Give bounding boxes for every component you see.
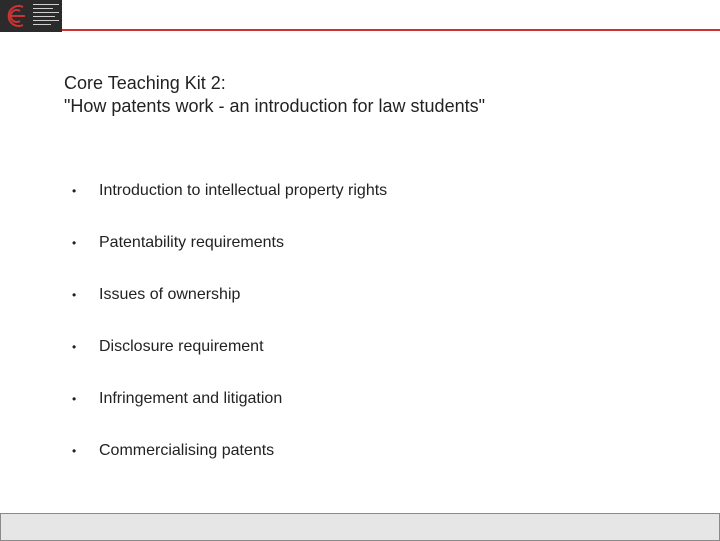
list-item-text: Commercialising patents xyxy=(99,442,275,459)
list-item-text: Introduction to intellectual property rights xyxy=(99,182,388,199)
bullet-icon: • xyxy=(72,288,77,302)
bullet-icon: • xyxy=(72,184,77,198)
list-item xyxy=(72,284,387,336)
list-item-text: Issues of ownership xyxy=(99,286,241,303)
epo-logo-icon xyxy=(3,3,27,29)
bullet-icon: • xyxy=(72,340,77,354)
bullet-icon: • xyxy=(72,236,77,250)
epo-logo xyxy=(0,0,62,32)
list-item xyxy=(72,440,387,492)
logo-wordmark xyxy=(33,4,59,28)
bullet-icon: • xyxy=(72,444,77,458)
slide-title xyxy=(64,72,485,118)
list-item-text: Patentability requirements xyxy=(99,234,284,251)
list-item-text: Disclosure requirement xyxy=(99,338,264,355)
list-item-text: Infringement and litigation xyxy=(99,390,283,407)
list-item xyxy=(72,232,387,284)
header-rule xyxy=(62,29,720,31)
list-item xyxy=(72,336,387,388)
bullet-list xyxy=(72,180,387,492)
list-item xyxy=(72,388,387,440)
list-item xyxy=(72,180,387,232)
slide-title-line-1: Core Teaching Kit 2: xyxy=(64,73,226,93)
footer-bar xyxy=(0,513,720,541)
slide-title-line-2: "How patents work - an introduction for law students" xyxy=(64,96,485,116)
bullet-icon: • xyxy=(72,392,77,406)
